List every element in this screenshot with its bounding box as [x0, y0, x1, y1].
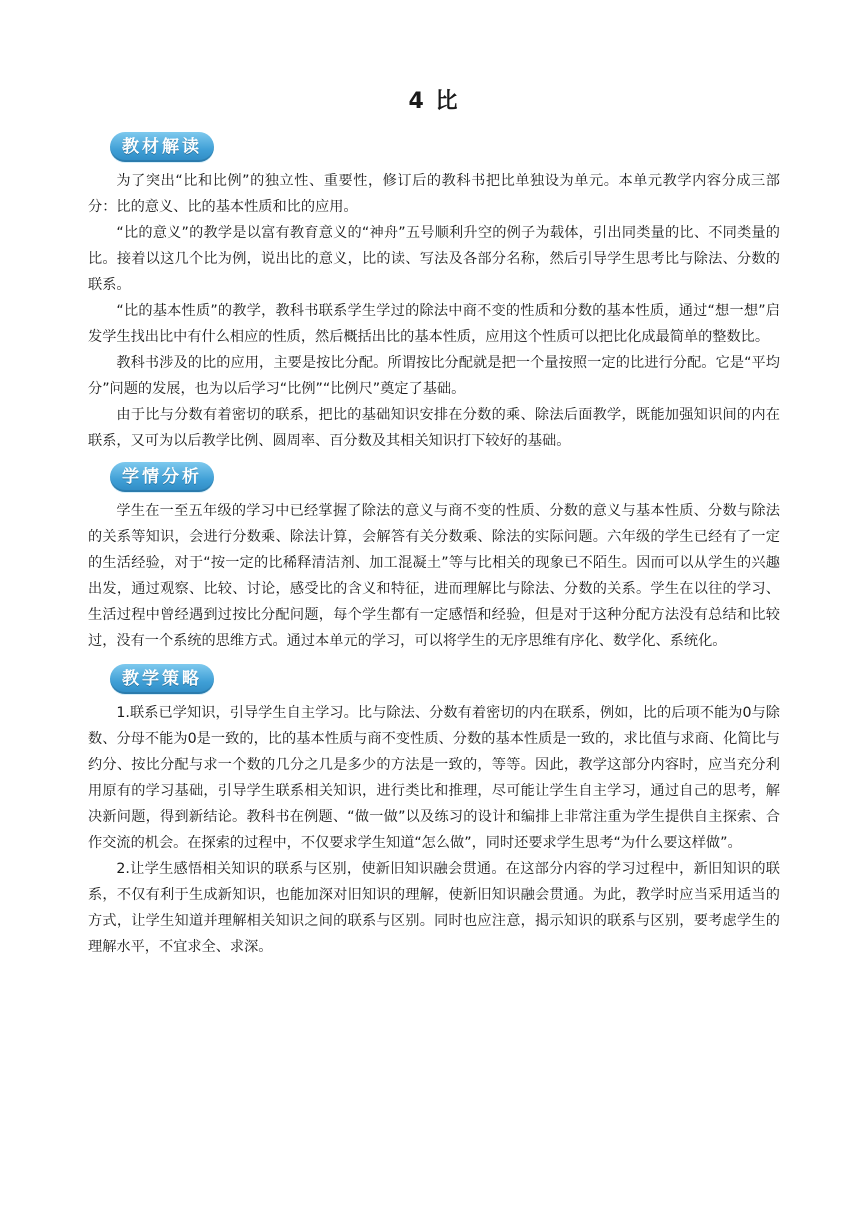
- section-student-analysis: [88, 462, 780, 654]
- section-heading-badge: 学情分析: [110, 462, 214, 492]
- paragraph: “比的意义”的教学是以富有教育意义的“神舟”五号顺利升空的例子为载体，引出同类量的比、不同类量的比。接着以这几个比为例，说出比的意义，比的读、写法及各部分名称，然后引导学生思考比与除法、分数的联系。: [88, 225, 780, 293]
- paragraph: 教科书涉及的比的应用，主要是按比分配。所谓按比分配就是把一个量按照一定的比进行分配。它是“平均分”问题的发展，也为以后学习“比例”“比例尺”奠定了基础。: [88, 355, 780, 397]
- paragraph: “比的基本性质”的教学，教科书联系学生学过的除法中商不变的性质和分数的基本性质，通过“想一想”启发学生找出比中有什么相应的性质，然后概括出比的基本性质，应用这个性质可以把比化成最简单的整数比。: [88, 303, 780, 345]
- section-heading-badge: 教材解读: [110, 132, 214, 162]
- paragraph: 为了突出“比和比例”的独立性、重要性，修订后的教科书把比单独设为单元。本单元教学内容分成三部分：比的意义、比的基本性质和比的应用。: [88, 173, 780, 215]
- paragraph: 2.让学生感悟相关知识的联系与区别，使新旧知识融会贯通。在这部分内容的学习过程中，新旧知识的联系，不仅有利于生成新知识，也能加深对旧知识的理解，使新旧知识融会贯通。为此，教学时应当采用适当的方式，让学生知道并理解相关知识之间的联系与区别。同时也应注意，揭示知识的联系与区别，要考虑学生的理解水平，不宜求全、求深。: [88, 861, 780, 955]
- paragraph: 学生在一至五年级的学习中已经掌握了除法的意义与商不变的性质、分数的意义与基本性质、分数与除法的关系等知识，会进行分数乘、除法计算，会解答有关分数乘、除法的实际问题。六年级的学生已经有了一定的生活经验，对于“按一定的比稀释清洁剂、加工混凝土”等与比相关的现象已不陌生。因而可以从学生的兴趣出发，通过观察、比较、讨论，感受比的含义和特征，进而理解比与除法、分数的关系。学生在以往的学习、生活过程中曾经遇到过按比分配问题，每个学生都有一定感悟和经验，但是对于这种分配方法没有总结和比较过，没有一个系统的思维方式。通过本单元的学习，可以将学生的无序思维有序化、数学化、系统化。: [88, 503, 780, 649]
- section-heading-badge: 教学策略: [110, 664, 214, 694]
- paragraph: 由于比与分数有着密切的联系，把比的基础知识安排在分数的乘、除法后面教学，既能加强知识间的内在联系，又可为以后教学比例、圆周率、百分数及其相关知识打下较好的基础。: [88, 407, 780, 449]
- section-textbook-analysis: [88, 132, 780, 454]
- document-page: [88, 0, 780, 966]
- paragraph: 1.联系已学知识，引导学生自主学习。比与除法、分数有着密切的内在联系，例如，比的后项不能为0与除数、分母不能为0是一致的，比的基本性质与商不变性质、分数的基本性质是一致的，求比值与求商、化简比与约分、按比分配与求一个数的几分之几是多少的方法是一致的，等等。因此，教学这部分内容时，应当充分利用原有的学习基础，引导学生联系相关知识，进行类比和推理，尽可能让学生自主学习，通过自己的思考，解决新问题，得到新结论。教科书在例题、“做一做”以及练习的设计和编排上非常注重为学生提供自主探索、合作交流的机会。在探索的过程中，不仅要求学生知道“怎么做”，同时还要求学生思考“为什么要这样做”。: [88, 705, 780, 851]
- section-teaching-strategy: [88, 664, 780, 960]
- page-title: 4 比: [408, 89, 460, 114]
